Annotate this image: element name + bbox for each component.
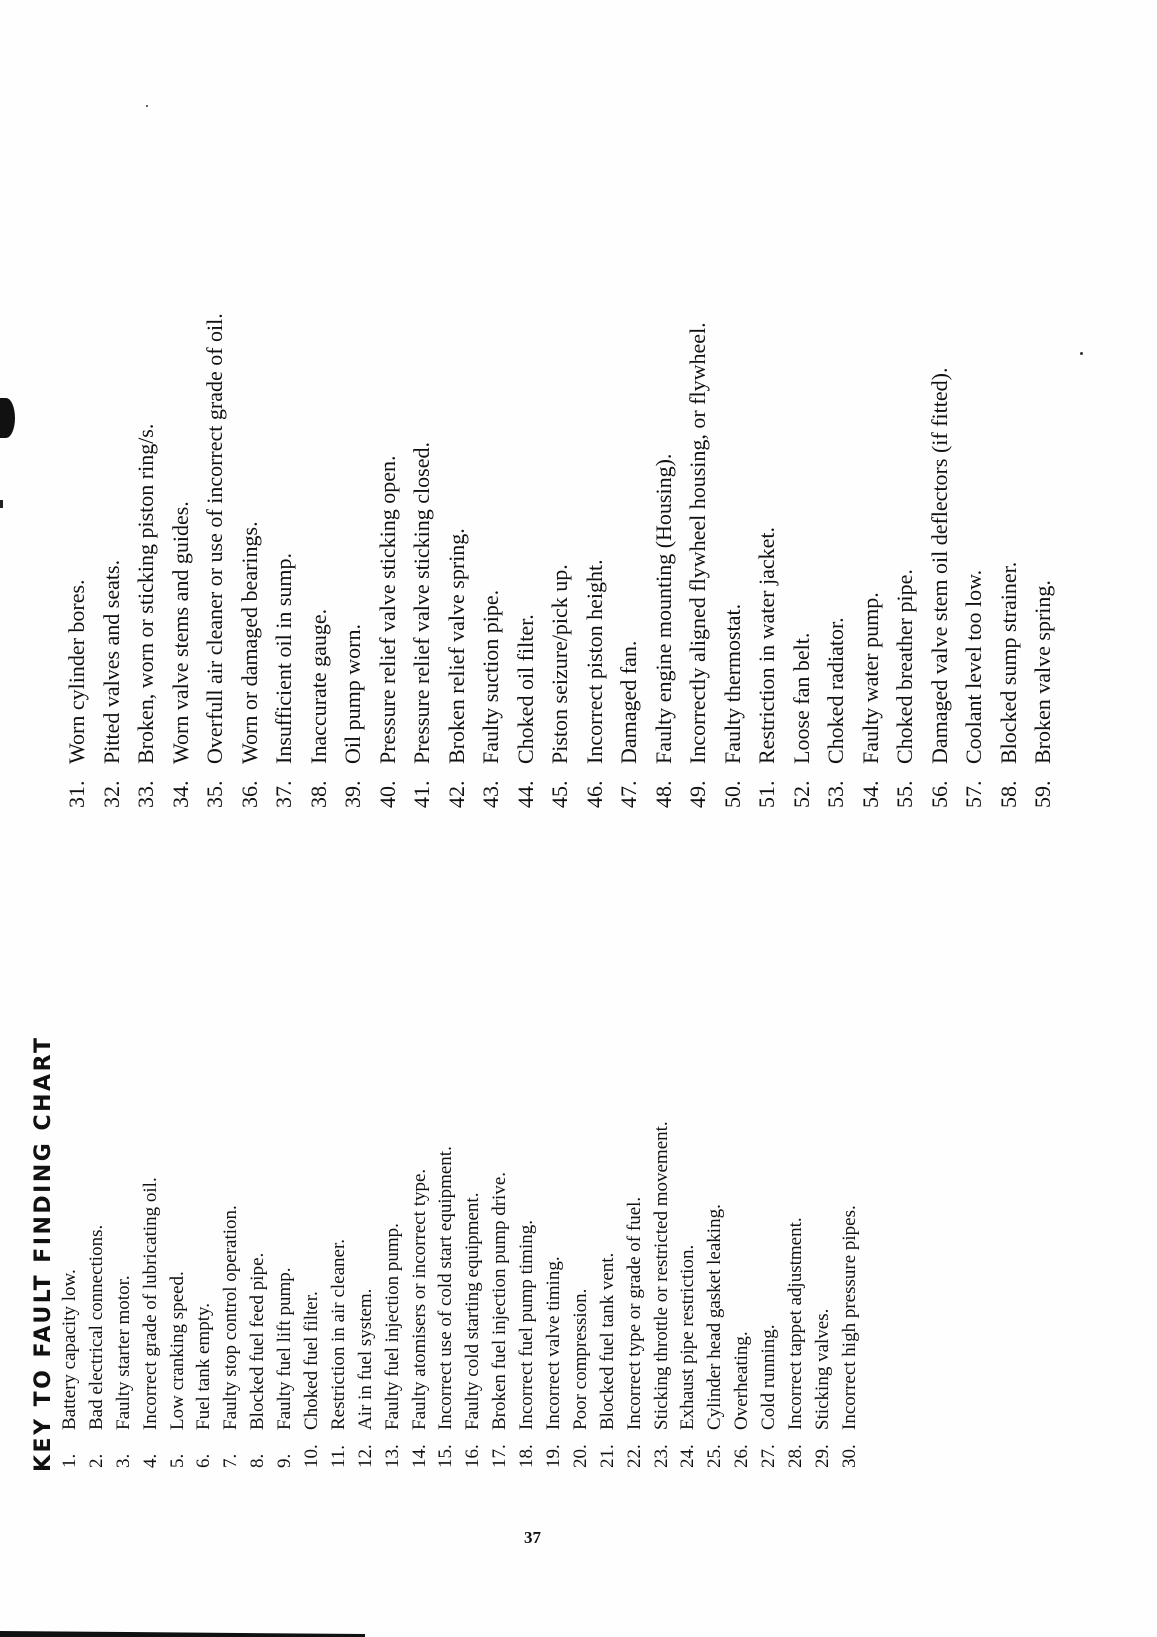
fault-key-list-31-59	[60, 313, 1061, 808]
list-item	[299, 1035, 326, 1472]
list-item	[923, 313, 958, 808]
item-number: 40.	[374, 780, 400, 808]
item-number: 36.	[236, 780, 262, 808]
list-item	[57, 1035, 84, 1472]
item-text: Choked breather pipe.	[892, 569, 917, 764]
list-item	[578, 313, 613, 808]
item-number: 48.	[650, 780, 676, 808]
list-item	[837, 1035, 864, 1472]
list-item	[84, 1035, 111, 1472]
fault-list-right	[60, 313, 1061, 808]
item-text: Oil pump worn.	[340, 624, 365, 764]
item-number: 41.	[409, 780, 434, 808]
item-text: Battery capacity low.	[59, 1269, 80, 1430]
list-item	[957, 313, 992, 808]
list-item	[729, 1035, 756, 1472]
item-number: 45.	[547, 780, 572, 808]
item-number: 46.	[581, 780, 607, 808]
item-text: Faulty fuel lift pump.	[274, 1267, 296, 1430]
item-text: Incorrect fuel pump timing.	[516, 1220, 538, 1430]
list-item	[649, 1035, 676, 1472]
item-number: 52.	[788, 780, 814, 808]
item-number: 42.	[443, 780, 469, 808]
list-item	[353, 1035, 380, 1472]
item-number: 22.	[623, 1444, 645, 1468]
item-text: Faulty engine mounting (Housing).	[650, 453, 676, 764]
item-text: Incorrect grade of lubricating oil.	[139, 1177, 161, 1430]
item-number: 35.	[202, 780, 227, 808]
item-text: Air in fuel system.	[354, 1288, 376, 1430]
list-item	[514, 1035, 541, 1472]
item-text: Damaged valve stem oil deflectors (if fitted).	[926, 367, 952, 764]
list-item	[785, 313, 820, 808]
item-number: 14.	[408, 1444, 430, 1468]
item-text: Blocked fuel tank vent.	[596, 1252, 618, 1430]
item-text: Faulty fuel injection pump.	[381, 1223, 403, 1430]
item-number: 54.	[857, 780, 883, 808]
list-item	[474, 313, 509, 808]
item-number: 3.	[112, 1453, 134, 1468]
item-text: Insufficient oil in sump.	[271, 552, 296, 764]
item-text: Exhaust pipe restriction.	[677, 1244, 699, 1430]
item-number: 50.	[719, 780, 745, 808]
list-item	[198, 313, 233, 808]
list-item	[541, 1035, 568, 1472]
item-number: 27.	[758, 1444, 780, 1468]
item-number: 21.	[596, 1444, 618, 1468]
item-text: Sticking throttle or restricted movement.	[650, 1121, 672, 1430]
list-item	[407, 1035, 434, 1472]
list-item	[440, 313, 475, 808]
list-item	[164, 313, 199, 808]
list-item	[1026, 313, 1061, 808]
list-item	[675, 1035, 702, 1472]
item-number: 31.	[64, 780, 89, 808]
list-item	[756, 1035, 783, 1472]
list-item	[433, 1035, 460, 1472]
page-number: 37	[524, 1528, 541, 1547]
item-number: 38.	[305, 780, 331, 808]
item-number: 1.	[59, 1453, 80, 1468]
item-number: 37.	[271, 780, 296, 808]
item-number: 8.	[247, 1453, 269, 1468]
item-number: 49.	[685, 780, 710, 808]
item-number: 5.	[166, 1453, 188, 1468]
list-item	[716, 313, 751, 808]
list-item	[854, 313, 889, 808]
item-text: Sticking valves.	[811, 1308, 833, 1430]
item-number: 17.	[489, 1444, 511, 1468]
item-number: 59.	[1030, 780, 1055, 808]
list-item	[460, 1035, 487, 1472]
item-text: Overheating.	[731, 1331, 753, 1430]
list-item	[750, 313, 785, 808]
item-text: Piston seizure/pick up.	[547, 564, 572, 764]
item-text: Pressure relief valve sticking open.	[374, 455, 400, 764]
item-number: 33.	[133, 780, 158, 808]
item-text: Faulty water pump.	[857, 592, 883, 764]
fault-list-left	[57, 1035, 864, 1472]
item-text: Worn valve stems and guides.	[167, 501, 193, 764]
item-text: Faulty stop control operation.	[220, 1205, 242, 1430]
item-number: 34.	[167, 780, 193, 808]
item-text: Coolant level too low.	[961, 569, 986, 764]
item-number: 25.	[704, 1444, 726, 1468]
fault-key-list-1-30	[30, 1035, 864, 1472]
item-text: Incorrect valve timing.	[543, 1256, 565, 1430]
item-number: 30.	[838, 1444, 860, 1468]
item-text: Broken relief valve spring.	[443, 528, 469, 764]
item-number: 57.	[961, 780, 986, 808]
list-item	[336, 313, 371, 808]
item-number: 29.	[811, 1444, 833, 1468]
item-text: Fuel tank empty.	[193, 1303, 215, 1430]
item-text: Cylinder head gasket leaking.	[704, 1204, 726, 1430]
item-text: Loose fan belt.	[788, 632, 814, 764]
item-number: 7.	[220, 1453, 242, 1468]
list-item	[129, 313, 164, 808]
page-title: KEY TO FAULT FINDING CHART	[31, 1035, 56, 1472]
item-number: 24.	[677, 1444, 699, 1468]
item-number: 19.	[543, 1444, 565, 1468]
item-number: 55.	[892, 780, 917, 808]
scan-artifact-mark	[0, 398, 15, 438]
item-text: Broken fuel injection pump drive.	[489, 1171, 511, 1430]
list-item	[783, 1035, 810, 1472]
scan-artifact-mark	[0, 500, 3, 508]
list-item	[647, 313, 682, 808]
item-text: Incorrect tappet adjustment.	[785, 1217, 807, 1430]
list-item	[165, 1035, 192, 1472]
list-item	[509, 313, 544, 808]
item-text: Broken, worn or sticking piston ring/s.	[133, 423, 158, 764]
item-number: 23.	[650, 1444, 672, 1468]
list-item	[267, 313, 302, 808]
item-number: 20.	[569, 1444, 591, 1468]
item-text: Faulty starter motor.	[112, 1275, 134, 1430]
item-text: Restriction in air cleaner.	[327, 1239, 349, 1430]
item-text: Incorrectly aligned flywheel housing, or flywheel.	[685, 322, 710, 764]
item-number: 18.	[516, 1444, 538, 1468]
list-item	[405, 313, 440, 808]
item-number: 4.	[139, 1453, 161, 1468]
list-item	[622, 1035, 649, 1472]
item-number: 47.	[616, 780, 641, 808]
list-item	[810, 1035, 837, 1472]
item-text: Blocked fuel feed pipe.	[247, 1252, 269, 1430]
item-text: Blocked sump strainer.	[995, 561, 1021, 764]
item-text: Faulty cold starting equipment.	[462, 1192, 484, 1430]
list-item	[233, 313, 268, 808]
list-item	[138, 1035, 165, 1472]
item-number: 11.	[327, 1444, 349, 1468]
item-number: 28.	[785, 1444, 807, 1468]
scan-artifact-speck	[1080, 352, 1083, 355]
item-text: Faulty atomisers or incorrect type.	[408, 1168, 430, 1430]
item-number: 26.	[731, 1444, 753, 1468]
item-text: Low cranking speed.	[166, 1271, 188, 1430]
item-number: 16.	[462, 1444, 484, 1468]
item-text: Overfull air cleaner or use of incorrect grade of oil.	[202, 313, 227, 764]
list-item	[568, 1035, 595, 1472]
list-item	[60, 313, 95, 808]
list-item	[992, 313, 1027, 808]
item-text: Restriction in water jacket.	[754, 526, 779, 764]
item-number: 44.	[512, 780, 538, 808]
list-item	[487, 1035, 514, 1472]
item-text: Incorrect piston height.	[581, 559, 607, 764]
list-item	[543, 313, 578, 808]
item-number: 6.	[193, 1453, 215, 1468]
item-text: Pitted valves and seats.	[98, 559, 124, 764]
item-number: 15.	[435, 1444, 457, 1468]
item-text: Choked oil filter.	[512, 614, 538, 764]
list-item	[612, 313, 647, 808]
list-item	[702, 1035, 729, 1472]
item-number: 43.	[478, 780, 503, 808]
item-number: 51.	[754, 780, 779, 808]
list-item	[245, 1035, 272, 1472]
item-text: Pressure relief valve sticking closed.	[409, 442, 434, 764]
item-number: 53.	[823, 780, 848, 808]
list-item	[819, 313, 854, 808]
list-item	[191, 1035, 218, 1472]
item-text: Worn or damaged bearings.	[236, 521, 262, 764]
item-number: 10.	[301, 1444, 323, 1468]
item-text: Poor compression.	[569, 1288, 591, 1430]
list-item	[302, 313, 337, 808]
list-item	[380, 1035, 407, 1472]
item-text: Choked fuel filter.	[301, 1291, 323, 1430]
item-text: Incorrect high pressure pipes.	[838, 1205, 860, 1430]
item-text: Incorrect use of cold start equipment.	[435, 1146, 457, 1430]
item-text: Choked radiator.	[823, 617, 848, 764]
item-text: Broken valve spring.	[1030, 580, 1055, 764]
item-text: Incorrect type or grade of fuel.	[623, 1196, 645, 1430]
list-item	[888, 313, 923, 808]
item-text: Worn cylinder bores.	[64, 579, 89, 764]
list-item	[95, 313, 130, 808]
list-item	[111, 1035, 138, 1472]
item-text: Bad electrical connections.	[85, 1224, 107, 1430]
item-text: Damaged fan.	[616, 640, 641, 764]
item-number: 13.	[381, 1444, 403, 1468]
item-text: Inaccurate gauge.	[305, 608, 331, 764]
item-number: 32.	[98, 780, 124, 808]
item-text: Cold running.	[758, 1324, 780, 1430]
item-number: 12.	[354, 1444, 376, 1468]
item-number: 56.	[926, 780, 952, 808]
list-item	[595, 1035, 622, 1472]
list-item	[681, 313, 716, 808]
item-number: 58.	[995, 780, 1021, 808]
list-item	[218, 1035, 245, 1472]
scan-artifact-speck	[146, 105, 148, 107]
list-item	[326, 1035, 353, 1472]
scan-edge-shadow	[0, 1631, 365, 1637]
item-text: Faulty thermostat.	[719, 603, 745, 764]
item-text: Faulty suction pipe.	[478, 589, 503, 764]
item-number: 2.	[85, 1453, 107, 1468]
item-number: 9.	[274, 1453, 296, 1468]
item-number: 39.	[340, 780, 365, 808]
list-item	[272, 1035, 299, 1472]
list-item	[371, 313, 406, 808]
